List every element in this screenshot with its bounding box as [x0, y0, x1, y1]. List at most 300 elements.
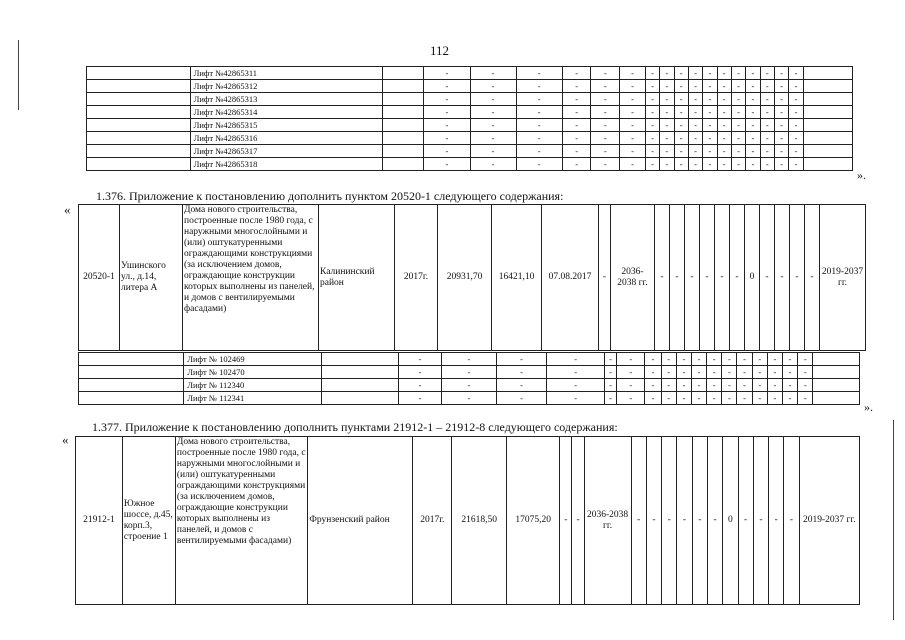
lift-mark: -	[707, 353, 722, 366]
lift-mark: -	[703, 145, 717, 158]
lift-mark: -	[470, 67, 516, 80]
lift-mark: -	[516, 145, 562, 158]
lift-row	[87, 145, 853, 158]
right-edge-mark	[893, 420, 894, 620]
lift-mark: -	[774, 145, 788, 158]
lift-row	[79, 379, 860, 392]
blank-cell	[87, 67, 191, 80]
lift-row	[79, 366, 860, 379]
lift-mark: -	[398, 392, 442, 405]
lift-mark: -	[645, 145, 659, 158]
lift-mark: -	[562, 106, 591, 119]
lift-mark: -	[752, 379, 767, 392]
lift-mark: -	[617, 379, 645, 392]
lift-mark: -	[620, 93, 646, 106]
lift-row	[87, 119, 853, 132]
dash-cell: -	[572, 437, 584, 605]
lift-mark: -	[767, 392, 782, 405]
lift-row	[87, 158, 853, 171]
lift-mark: -	[752, 353, 767, 366]
blank-cell	[813, 353, 860, 366]
work-cell: -	[707, 437, 722, 605]
work-cell: -	[670, 205, 685, 351]
lift-mark: -	[674, 67, 688, 80]
lift-mark: -	[605, 392, 617, 405]
lift-mark: -	[717, 93, 731, 106]
lift-mark: -	[645, 158, 659, 171]
lift-mark: -	[717, 80, 731, 93]
date: 07.08.2017	[542, 205, 599, 351]
lift-mark: -	[691, 379, 706, 392]
lift-mark: -	[398, 366, 442, 379]
lift-mark: -	[676, 379, 691, 392]
lift-mark: -	[767, 379, 782, 392]
lift-mark: -	[547, 366, 605, 379]
lift-mark: -	[645, 132, 659, 145]
plan-period: 2019-2037 гг.	[820, 205, 866, 351]
lift-mark: -	[731, 67, 745, 80]
lift-mark: -	[516, 67, 562, 80]
lift-mark: -	[760, 132, 774, 145]
lift-mark: -	[442, 392, 497, 405]
lift-mark: -	[424, 67, 470, 80]
lift-mark: -	[674, 80, 688, 93]
lift-mark: -	[591, 67, 620, 80]
lift-mark: -	[703, 93, 717, 106]
lift-mark: -	[496, 379, 547, 392]
lift-mark: -	[752, 392, 767, 405]
area-living: 17075,20	[507, 437, 560, 605]
lift-mark: -	[674, 145, 688, 158]
lift-mark: -	[798, 379, 813, 392]
build-year: 2017г.	[413, 437, 452, 605]
work-cell: -	[760, 205, 775, 351]
lift-mark: -	[620, 67, 646, 80]
lift-mark: -	[516, 119, 562, 132]
left-edge-mark	[18, 40, 19, 110]
address: Южное шоссе, д.45, корп.3, строение 1	[122, 437, 175, 605]
lift-mark: -	[591, 93, 620, 106]
dash-cell: -	[560, 437, 572, 605]
blank-cell	[321, 353, 398, 366]
lift-mark: -	[789, 80, 803, 93]
work-cell: -	[692, 437, 707, 605]
lift-mark: -	[547, 353, 605, 366]
lift-mark: -	[605, 366, 617, 379]
lift-mark: -	[746, 158, 760, 171]
lift-mark: -	[617, 353, 645, 366]
lift-mark: -	[645, 119, 659, 132]
blank-cell	[803, 145, 852, 158]
lift-mark: -	[789, 145, 803, 158]
row-number: 20520-1	[79, 205, 120, 351]
work-cell: 0	[745, 205, 760, 351]
blank-cell	[79, 366, 184, 379]
lift-mark: -	[722, 353, 737, 366]
lift-mark: -	[661, 392, 676, 405]
lift-mark: -	[760, 119, 774, 132]
lift-mark: -	[707, 379, 722, 392]
work-cell: -	[715, 205, 730, 351]
lift-table-top	[86, 66, 853, 171]
lift-mark: -	[562, 145, 591, 158]
blank-cell	[803, 80, 852, 93]
work-cell: -	[769, 437, 784, 605]
lift-mark: -	[562, 119, 591, 132]
work-cell: -	[730, 205, 745, 351]
blank-cell	[87, 158, 191, 171]
blank-cell	[813, 392, 860, 405]
period: 2036-2038 гг.	[611, 205, 655, 351]
closing-quote-top: ».	[857, 168, 866, 182]
plan-period: 2019-2037 гг.	[799, 437, 859, 605]
lift-mark: -	[605, 379, 617, 392]
lift-mark: -	[496, 353, 547, 366]
lift-mark: -	[707, 392, 722, 405]
lift-row	[87, 93, 853, 106]
lift-name: Лифт №42865316	[190, 132, 383, 145]
lift-mark: -	[717, 119, 731, 132]
lift-mark: -	[783, 366, 798, 379]
lift-mark: -	[798, 392, 813, 405]
lift-mark: -	[717, 67, 731, 80]
lift-mark: -	[767, 353, 782, 366]
area-total: 20931,70	[438, 205, 492, 351]
lift-mark: -	[605, 353, 617, 366]
lift-mark: -	[731, 80, 745, 93]
lift-mark: -	[688, 93, 702, 106]
lift-mark: -	[591, 145, 620, 158]
lift-mark: -	[717, 145, 731, 158]
lift-row	[79, 353, 860, 366]
lift-mark: -	[660, 106, 674, 119]
lift-mark: -	[661, 353, 676, 366]
blank-cell	[87, 132, 191, 145]
lift-mark: -	[562, 158, 591, 171]
lift-mark: -	[789, 158, 803, 171]
lift-mark: -	[516, 106, 562, 119]
lift-mark: -	[661, 366, 676, 379]
lift-mark: -	[424, 106, 470, 119]
lift-mark: -	[783, 379, 798, 392]
lift-mark: -	[703, 132, 717, 145]
lift-mark: -	[737, 353, 752, 366]
work-cell: -	[700, 205, 715, 351]
work-cell: -	[775, 205, 790, 351]
work-cell: -	[655, 205, 670, 351]
lift-mark: -	[731, 145, 745, 158]
blank-cell	[803, 67, 852, 80]
blank-cell	[813, 379, 860, 392]
closing-quote-1376: ».	[864, 400, 873, 414]
lift-mark: -	[746, 145, 760, 158]
blank-cell	[803, 132, 852, 145]
blank-cell	[383, 132, 424, 145]
lift-mark: -	[470, 132, 516, 145]
lift-name: Лифт №42865312	[190, 80, 383, 93]
lift-mark: -	[737, 392, 752, 405]
lift-mark: -	[620, 106, 646, 119]
work-cell: -	[662, 437, 677, 605]
lift-mark: -	[760, 80, 774, 93]
blank-cell	[87, 93, 191, 106]
lift-mark: -	[645, 353, 661, 366]
lift-name: Лифт №42865313	[190, 93, 383, 106]
lift-mark: -	[731, 93, 745, 106]
lift-mark: -	[516, 158, 562, 171]
lift-mark: -	[798, 353, 813, 366]
blank-cell	[383, 80, 424, 93]
blank-cell	[87, 145, 191, 158]
work-cell: -	[784, 437, 799, 605]
lift-mark: -	[442, 353, 497, 366]
lift-mark: -	[731, 132, 745, 145]
lift-mark: -	[746, 80, 760, 93]
lift-mark: -	[424, 80, 470, 93]
lift-mark: -	[470, 93, 516, 106]
blank-cell	[383, 93, 424, 106]
lift-name: Лифт №42865314	[190, 106, 383, 119]
lift-mark: -	[774, 80, 788, 93]
lift-mark: -	[424, 132, 470, 145]
lift-mark: -	[774, 119, 788, 132]
blank-cell	[803, 158, 852, 171]
work-cell: -	[646, 437, 661, 605]
lift-mark: -	[722, 366, 737, 379]
district: Калининский район	[319, 205, 395, 351]
lift-mark: -	[516, 132, 562, 145]
lift-name: Лифт №42865315	[190, 119, 383, 132]
building-table-1376	[78, 204, 866, 351]
lift-mark: -	[620, 132, 646, 145]
lift-mark: -	[783, 353, 798, 366]
blank-cell	[321, 379, 398, 392]
lift-mark: -	[442, 366, 497, 379]
lift-mark: -	[717, 158, 731, 171]
lift-mark: -	[442, 379, 497, 392]
lift-mark: -	[547, 392, 605, 405]
lift-mark: -	[562, 80, 591, 93]
blank-cell	[383, 145, 424, 158]
lift-mark: -	[760, 158, 774, 171]
lift-mark: -	[688, 132, 702, 145]
work-cell: -	[738, 437, 753, 605]
lift-mark: -	[746, 119, 760, 132]
lift-mark: -	[688, 158, 702, 171]
work-cell: -	[790, 205, 805, 351]
lift-mark: -	[620, 119, 646, 132]
lift-mark: -	[774, 158, 788, 171]
lift-mark: -	[674, 158, 688, 171]
lift-mark: -	[731, 158, 745, 171]
lift-mark: -	[660, 132, 674, 145]
lift-mark: -	[617, 366, 645, 379]
lift-mark: -	[470, 119, 516, 132]
lift-mark: -	[774, 67, 788, 80]
lift-mark: -	[660, 67, 674, 80]
lift-mark: -	[398, 353, 442, 366]
lift-mark: -	[661, 379, 676, 392]
lift-mark: -	[789, 93, 803, 106]
period: 2036-2038 гг.	[584, 437, 631, 605]
lift-mark: -	[674, 106, 688, 119]
dash-cell: -	[599, 205, 611, 351]
lift-mark: -	[737, 379, 752, 392]
lift-mark: -	[703, 67, 717, 80]
lift-mark: -	[591, 106, 620, 119]
lift-mark: -	[470, 158, 516, 171]
lift-mark: -	[789, 106, 803, 119]
work-cell: -	[805, 205, 820, 351]
lift-mark: -	[620, 145, 646, 158]
lift-mark: -	[660, 80, 674, 93]
blank-cell	[87, 106, 191, 119]
lift-mark: -	[591, 158, 620, 171]
lift-mark: -	[562, 93, 591, 106]
building-description: Дома нового строительства, построенные после 1980 года, с наружными многослойными и (или) оштукатуренными ограждающими конструкциями (за исключением домов, ограждающие конструкции которых выполнены из панелей, и домов с вентилируемыми фасадами)	[175, 437, 308, 605]
lift-name: Лифт № 102469	[184, 353, 322, 366]
work-cell: -	[631, 437, 646, 605]
lift-mark: -	[688, 106, 702, 119]
blank-cell	[87, 80, 191, 93]
lift-row	[87, 132, 853, 145]
blank-cell	[803, 106, 852, 119]
open-quote-1377: «	[62, 432, 69, 447]
area-total: 21618,50	[452, 437, 507, 605]
district: Фрунзенский район	[308, 437, 413, 605]
lift-mark: -	[676, 353, 691, 366]
work-cell: -	[753, 437, 768, 605]
blank-cell	[79, 353, 184, 366]
lift-mark: -	[645, 106, 659, 119]
lift-row	[87, 80, 853, 93]
lift-name: Лифт №42865317	[190, 145, 383, 158]
lift-mark: -	[516, 80, 562, 93]
lift-mark: -	[645, 392, 661, 405]
blank-cell	[383, 106, 424, 119]
lift-mark: -	[660, 119, 674, 132]
lift-mark: -	[774, 132, 788, 145]
lift-mark: -	[676, 366, 691, 379]
lift-name: Лифт № 112340	[184, 379, 322, 392]
lift-mark: -	[760, 106, 774, 119]
page-number: 112	[430, 43, 450, 58]
blank-cell	[79, 379, 184, 392]
open-quote-1376: «	[64, 202, 71, 217]
area-living: 16421,10	[492, 205, 542, 351]
lift-mark: -	[688, 119, 702, 132]
lift-mark: -	[424, 93, 470, 106]
lift-mark: -	[722, 379, 737, 392]
lift-mark: -	[470, 145, 516, 158]
lift-mark: -	[783, 392, 798, 405]
blank-cell	[383, 158, 424, 171]
lift-mark: -	[516, 93, 562, 106]
row-number: 21912-1	[76, 437, 123, 605]
lift-mark: -	[645, 93, 659, 106]
lift-name: Лифт № 112341	[184, 392, 322, 405]
lift-mark: -	[691, 392, 706, 405]
lift-mark: -	[645, 67, 659, 80]
lift-mark: -	[746, 132, 760, 145]
lift-mark: -	[674, 119, 688, 132]
lift-mark: -	[470, 80, 516, 93]
lift-mark: -	[496, 392, 547, 405]
lift-mark: -	[707, 366, 722, 379]
blank-cell	[803, 93, 852, 106]
lift-mark: -	[688, 80, 702, 93]
blank-cell	[321, 366, 398, 379]
lift-name: Лифт №42865311	[190, 67, 383, 80]
lift-row	[79, 392, 860, 405]
blank-cell	[87, 119, 191, 132]
lift-mark: -	[591, 132, 620, 145]
lift-row	[87, 106, 853, 119]
blank-cell	[383, 67, 424, 80]
work-cell: -	[685, 205, 700, 351]
lift-mark: -	[674, 93, 688, 106]
lift-mark: -	[717, 132, 731, 145]
lift-mark: -	[562, 67, 591, 80]
lift-mark: -	[645, 366, 661, 379]
lift-mark: -	[398, 379, 442, 392]
lift-mark: -	[660, 145, 674, 158]
lift-mark: -	[496, 366, 547, 379]
lift-mark: -	[717, 106, 731, 119]
blank-cell	[803, 119, 852, 132]
address: Ушинского ул., д.14, литера А	[120, 205, 183, 351]
building-table-1377	[75, 436, 860, 605]
section-heading-1377: 1.377. Приложение к постановлению дополнить пунктами 21912-1 – 21912-8 следующего содержания:	[92, 420, 618, 434]
lift-mark: -	[703, 119, 717, 132]
lift-mark: -	[760, 93, 774, 106]
blank-cell	[383, 119, 424, 132]
lift-mark: -	[688, 145, 702, 158]
lift-mark: -	[774, 106, 788, 119]
lift-mark: -	[620, 80, 646, 93]
lift-mark: -	[767, 366, 782, 379]
lift-mark: -	[746, 67, 760, 80]
lift-mark: -	[752, 366, 767, 379]
work-cell: -	[677, 437, 692, 605]
lift-mark: -	[470, 106, 516, 119]
lift-mark: -	[660, 93, 674, 106]
lift-mark: -	[798, 366, 813, 379]
lift-mark: -	[591, 80, 620, 93]
lift-mark: -	[688, 67, 702, 80]
lift-mark: -	[645, 80, 659, 93]
lift-mark: -	[746, 106, 760, 119]
lift-mark: -	[737, 366, 752, 379]
lift-mark: -	[789, 132, 803, 145]
lift-mark: -	[760, 145, 774, 158]
blank-cell	[813, 366, 860, 379]
lift-mark: -	[789, 67, 803, 80]
lift-mark: -	[703, 106, 717, 119]
lift-mark: -	[424, 119, 470, 132]
lift-mark: -	[691, 353, 706, 366]
lift-mark: -	[746, 93, 760, 106]
lift-mark: -	[620, 158, 646, 171]
lift-mark: -	[424, 145, 470, 158]
lift-mark: -	[703, 158, 717, 171]
lift-mark: -	[789, 119, 803, 132]
lift-mark: -	[703, 80, 717, 93]
lift-mark: -	[591, 119, 620, 132]
lift-mark: -	[562, 132, 591, 145]
lift-mark: -	[617, 392, 645, 405]
lift-mark: -	[674, 132, 688, 145]
